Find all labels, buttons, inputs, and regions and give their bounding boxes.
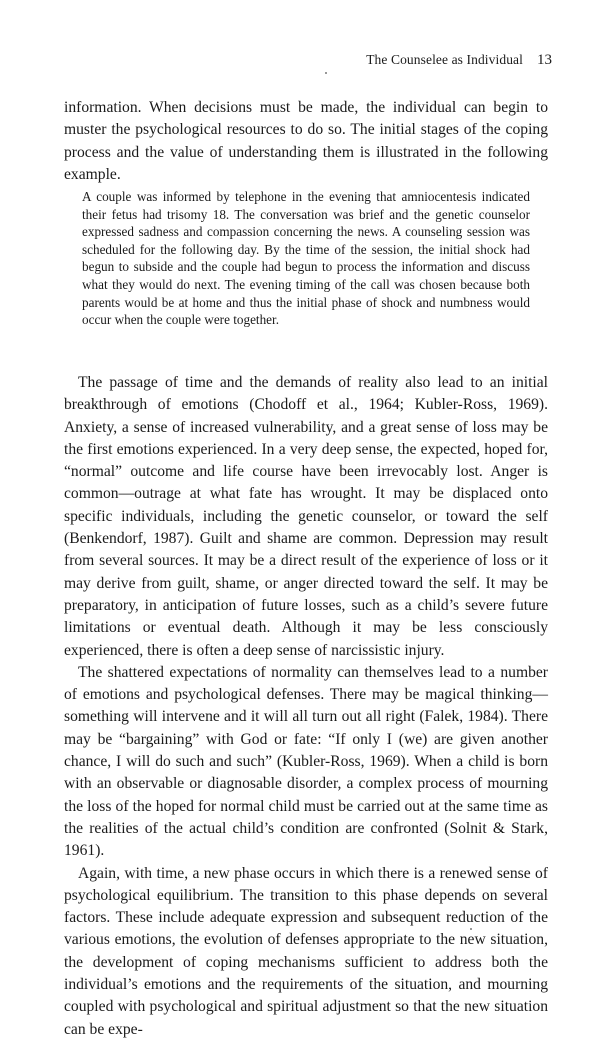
main-text [64, 372, 548, 1041]
intro-paragraph-block [64, 97, 548, 186]
intro-paragraph: information. When decisions must be made, the individual can begin to muster the psychological resources to do so. The initial stages of the coping process and the value of understanding them is illustrated in the following example. [64, 99, 548, 183]
scan-speck [325, 72, 327, 74]
scan-speck [470, 928, 472, 930]
page-number: 13 [537, 52, 552, 68]
example-block-quote [82, 188, 530, 329]
example-text: A couple was informed by telephone in the evening that amniocentesis indicated their fetus had trisomy 18. The conversation was brief and the genetic counselor expressed sadness and compassion concerning the news. A counseling session was scheduled for the following day. By the time of the session, the initial shock had begun to subside and the couple had begun to process the information and discuss what they would do next. The evening timing of the call was chosen because both parents would be at home and thus the initial phase of shock and numbness would occur when the couple were together. [82, 189, 530, 328]
running-head-title: The Counselee as Individual [366, 52, 523, 67]
running-head [366, 52, 552, 69]
paragraph-new-phase: Again, with time, a new phase occurs in which there is a renewed sense of psychological equilibrium. The transition to this phase depends on several factors. These include adequate expression and subsequent reduction of the various emotions, the evolution of defenses appropriate to the new situation, the development of coping mechanisms sufficient to address both the individual’s emotions and the requirements of the situation, and mourning coupled with psychological and spiritual adjustment so that the new situation can be expe- [64, 864, 548, 1038]
paragraph-shattered-expectations: The shattered expectations of normality can themselves lead to a number of emotions and psychological defenses. There may be magical thinking—something will intervene and it will all turn out all right (Falek, 1984). There may be “bargaining” with God or fate: “If only I (we) are given another chance, I will do such and such” (Kubler-Ross, 1969). When a child is born with an observable or diagnosable disorder, a complex process of mourning the loss of the hoped for normal child must be carried out at the same time as the realities of the actual child’s condition are confronted (Solnit & Stark, 1961). [64, 663, 548, 860]
paragraph-emotions: The passage of time and the demands of reality also lead to an initial breakthrough of emotions (Chodoff et al., 1964; Kubler-Ross, 1969). Anxiety, a sense of increased vulnerability, and a great sense of loss may be the first emotions experienced. In a very deep sense, the expected, hoped for, “normal” outcome and life course have been irrevocably lost. Anger is common—outrage at what fate has wrought. It may be displaced onto specific individuals, including the genetic counselor, or toward the self (Benkendorf, 1987). Guilt and shame are common. Depression may result from several sources. It may be a direct result of the experience of loss or it may derive from guilt, shame, or anger directed toward the self. It may be preparatory, in anticipation of future losses, such as a child’s severe future limitations or eventual death. Although it may be less consciously experienced, there is often a deep sense of narcissistic injury. [64, 374, 548, 659]
